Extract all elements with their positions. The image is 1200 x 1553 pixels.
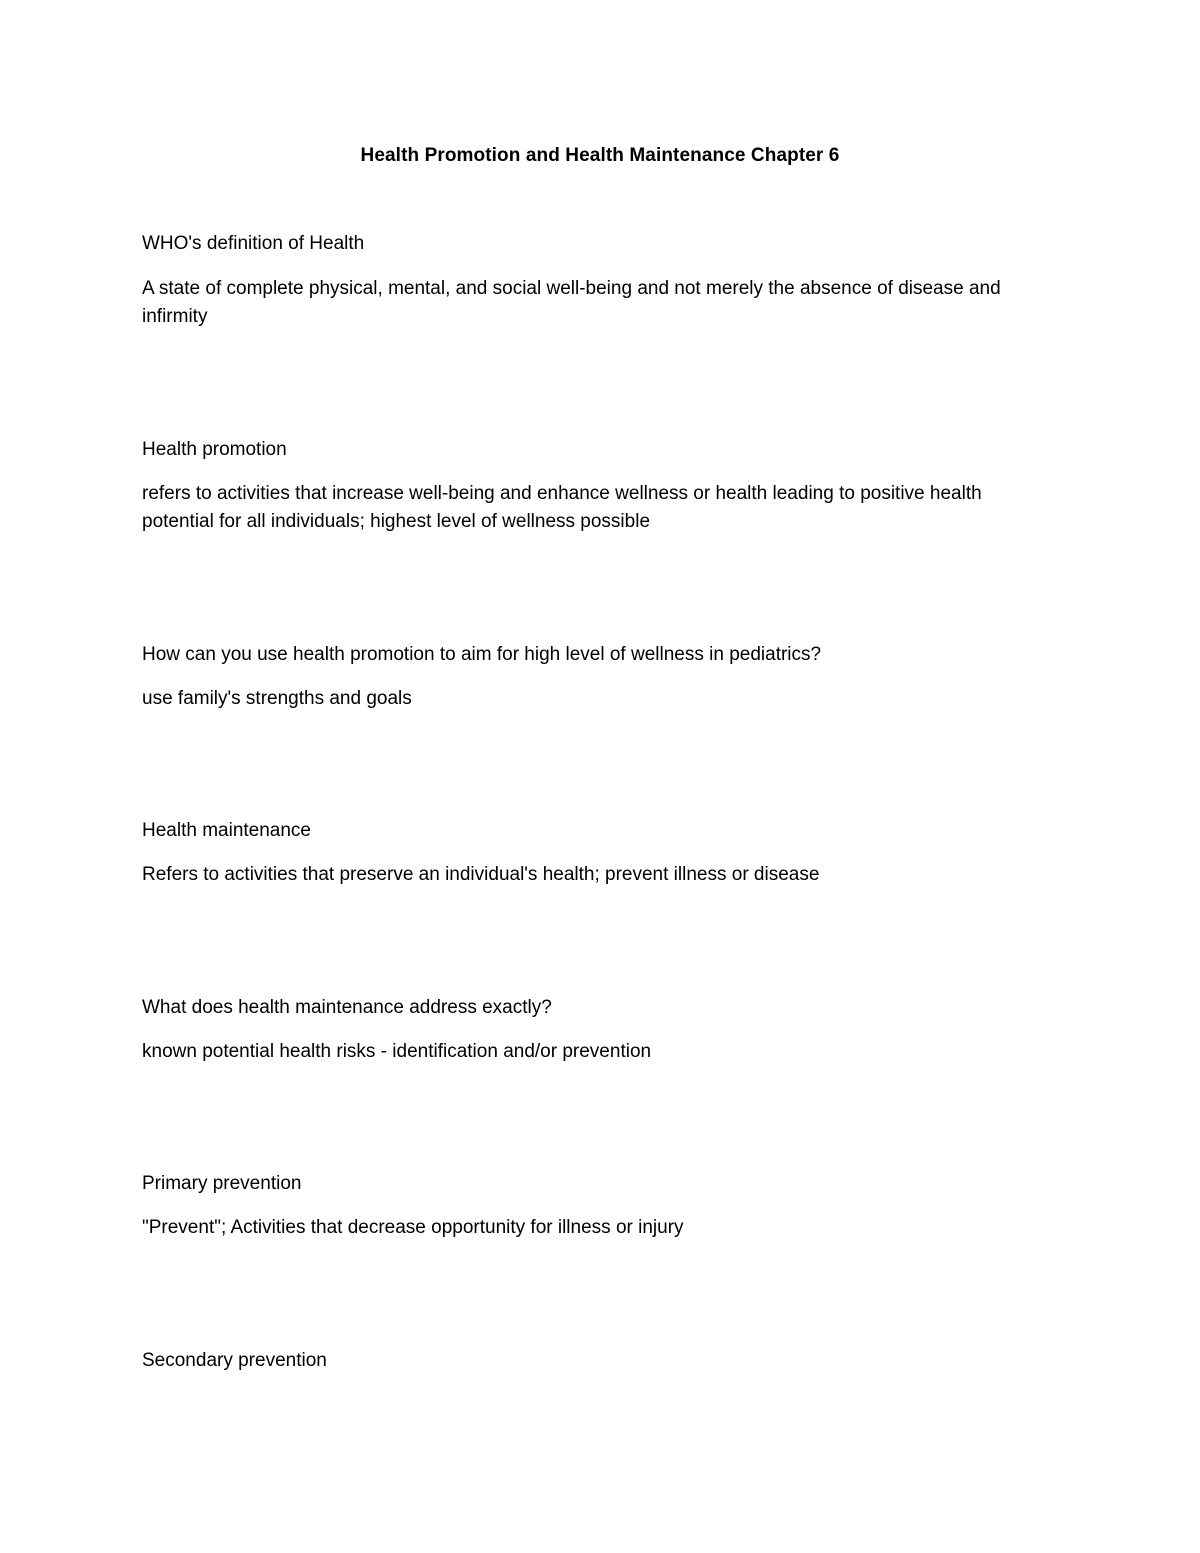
definition-pediatrics-answer: use family's strengths and goals bbox=[142, 688, 412, 709]
definition-health-promotion-line-1: refers to activities that increase well-being and enhance wellness or health leading to positive health bbox=[142, 483, 982, 504]
definition-maintenance-answer: known potential health risks - identification and/or prevention bbox=[142, 1041, 652, 1062]
term-health-promotion: Health promotion bbox=[142, 439, 287, 460]
term-who-definition: WHO's definition of Health bbox=[142, 233, 365, 254]
definition-primary-prevention: "Prevent"; Activities that decrease opportunity for illness or injury bbox=[142, 1217, 684, 1238]
term-secondary-prevention: Secondary prevention bbox=[142, 1350, 327, 1371]
definition-health-promotion-line-2: potential for all individuals; highest level of wellness possible bbox=[142, 511, 651, 532]
term-primary-prevention: Primary prevention bbox=[142, 1173, 302, 1194]
definition-health-maintenance: Refers to activities that preserve an individual's health; prevent illness or disease bbox=[142, 864, 820, 885]
term-pediatrics-question: How can you use health promotion to aim for high level of wellness in pediatrics? bbox=[142, 644, 822, 665]
term-health-maintenance: Health maintenance bbox=[142, 820, 311, 841]
term-maintenance-question: What does health maintenance address exactly? bbox=[142, 997, 552, 1018]
definition-who-line-1: A state of complete physical, mental, and social well-being and not merely the absence of disease and bbox=[142, 278, 1001, 299]
document-title: Health Promotion and Health Maintenance Chapter 6 bbox=[360, 145, 840, 166]
definition-who-line-2: infirmity bbox=[142, 306, 208, 327]
